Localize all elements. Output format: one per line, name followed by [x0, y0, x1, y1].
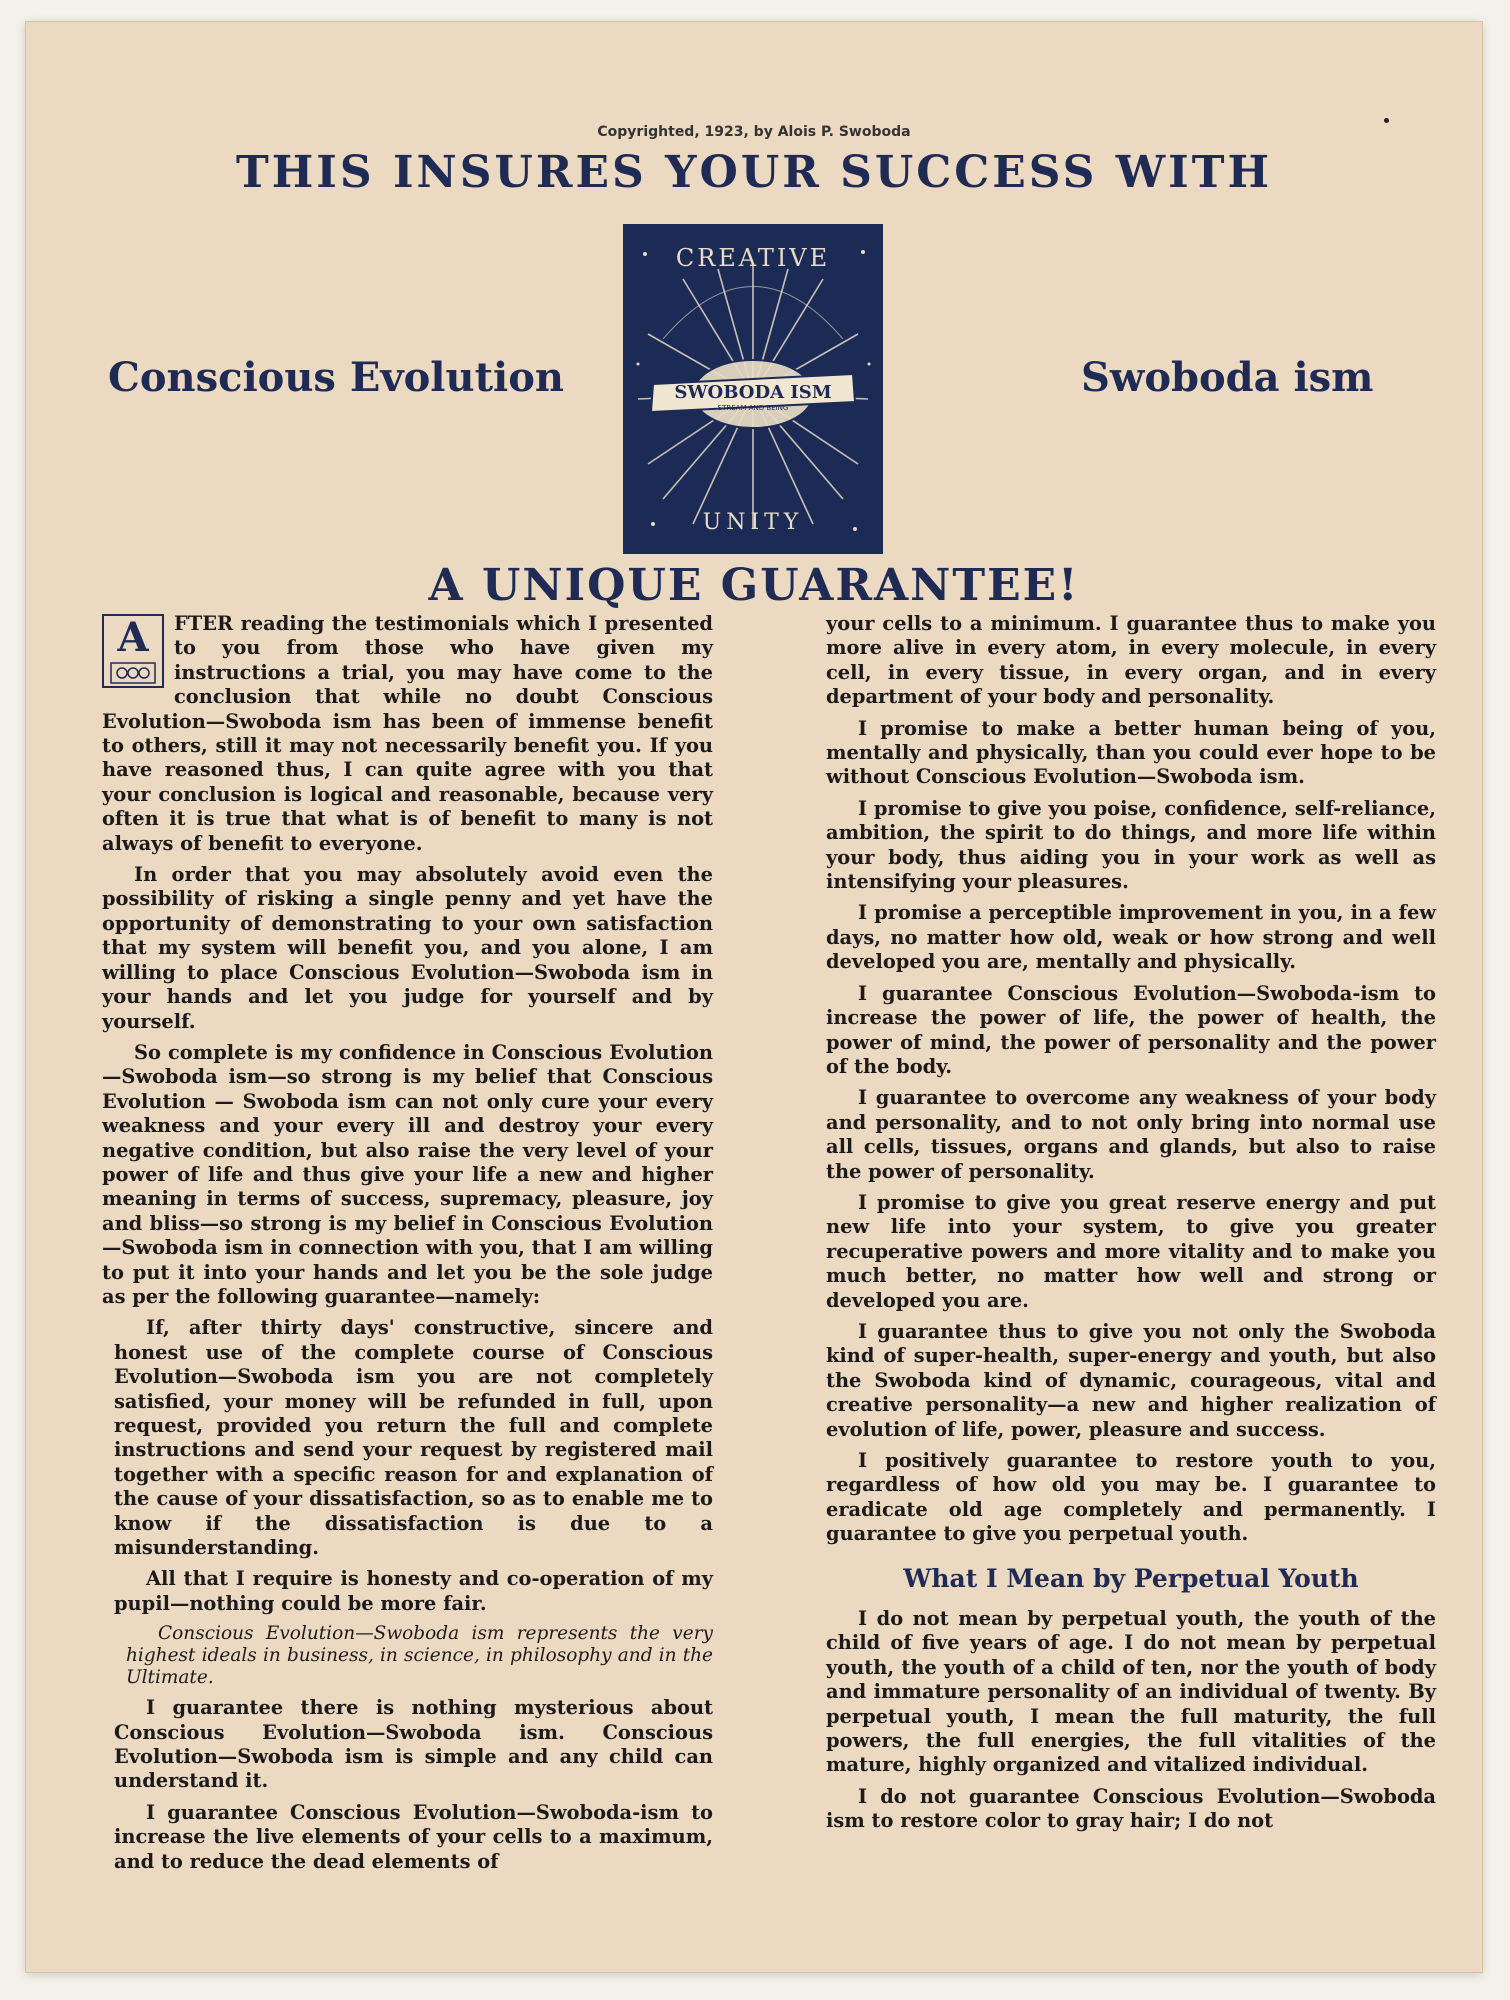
left-paragraph-5: All that I require is honesty and co-operation of my pupil—nothing could be more fair. — [114, 1567, 713, 1615]
copyright-line: Copyrighted, 1923, by Alois P. Swoboda — [597, 124, 911, 140]
right-paragraph-10: I do not mean by perpetual youth, the youth of the child of five years of age. I do not mean by perpetual youth, the youth of a child of ten, nor the youth of body and immature personality of an individual of twenty. By perpetual youth, I mean the full maturity, the full powers, the full energies, the full vitalities of the mature, highly organized and vitalized individual. — [826, 1607, 1436, 1777]
document-sheet — [26, 22, 1482, 1972]
section-heading: What I Mean by Perpetual Youth — [903, 1563, 1359, 1593]
emblem-banner: SWOBODA ISM — [674, 382, 832, 403]
right-paragraph-7: I promise to give you great reserve energy and put new life into your system, to give you greater recuperative powers and more vitality and to make you much better, no matter how well and strong or developed you are. — [826, 1190, 1436, 1312]
guarantee-title: A UNIQUE GUARANTEE! — [428, 560, 1080, 611]
headline: THIS INSURES YOUR SUCCESS WITH — [235, 147, 1273, 198]
emblem-top-word: CREATIVE — [675, 244, 831, 272]
right-paragraph-1: your cells to a minimum. I guarantee thus to make you more alive in every atom, in every molecule, in every cell, in every tissue, in every organ, and in every department of your body and personality. — [826, 612, 1436, 709]
right-paragraph-9: I positively guarantee to restore youth to you, regardless of how old you may be. I guarantee to eradicate old age completely and permanently. I guarantee to give you perpetual youth. — [826, 1449, 1436, 1546]
dropcap-letter: A — [117, 614, 149, 661]
left-paragraph-8: I guarantee Conscious Evolution—Swoboda-ism to increase the live elements of your cells to a maximum, and to reduce the dead elements of — [114, 1800, 713, 1873]
left-paragraph-2: In order that you may absolutely avoid even the possibility of risking a single penny and yet have the opportunity of demonstrating to your own satisfaction that my system will benefit you, and you alone, I am willing to place Conscious Evolution—Swoboda ism in your hands and let you judge for yourself and by yourself. — [102, 863, 713, 1033]
right-paragraph-3: I promise to give you poise, confidence, self-reliance, ambition, the spirit to do things, and more life within your body, thus aiding you in your work as well as intensifying your pleasures. — [826, 796, 1436, 894]
emblem-banner-sub: STREAM AND BEING — [717, 404, 789, 412]
left-title: Conscious Evolution — [108, 354, 564, 401]
right-paragraph-8: I guarantee thus to give you not only the Swoboda kind of super-health, super-energy and youth, but also the Swoboda kind of dynamic, courageous, vital and creative personality—a new and higher realization of evolution of life, power, pleasure and success. — [826, 1319, 1436, 1441]
right-title: Swoboda ism — [1081, 354, 1374, 401]
right-paragraph-5: I guarantee Conscious Evolution—Swoboda-ism to increase the power of life, the power of health, the power of mind, the power of personality and the power of the body. — [826, 981, 1436, 1078]
right-column — [826, 612, 1436, 1841]
right-paragraph-6: I guarantee to overcome any weakness of your body and personality, and to not only bring into normal use all cells, tissues, organs and glands, but also to raise the power of personality. — [826, 1086, 1436, 1183]
ink-speck — [1384, 118, 1389, 123]
swoboda-emblem — [623, 224, 883, 554]
left-paragraph-1-text: FTER reading the testimonials which I presented to you from those who have given my instructions a trial, you may have come to the conclusion that while no doubt Conscious Evolution—Swoboda ism has been of immense benefit to others, still it may not necessarily benefit you. If you have reasoned thus, I can quite agree with you that your conclusion is logical and reasonable, because very often it is true that what is of benefit to many is not always of benefit to everyone. — [102, 612, 713, 855]
left-paragraph-7: I guarantee there is nothing mysterious about Conscious Evolution—Swoboda ism. Conscious Evolution—Swoboda ism is simple and any child can understand it. — [114, 1696, 713, 1793]
right-paragraph-4: I promise a perceptible improvement in you, in a few days, no matter how old, weak or how strong and well developed you are, mentally and physically. — [826, 901, 1436, 974]
left-italic-statement: Conscious Evolution—Swoboda ism represents the very highest ideals in business, in science, in philosophy and in the Ultimate. — [126, 1623, 713, 1689]
dropcap — [102, 614, 164, 688]
left-paragraph-3: So complete is my confidence in Conscious Evolution—Swoboda ism—so strong is my belief that Conscious Evolution — Swoboda ism can not only cure your every weakness and your every ill and destroy your every negative condition, but also raise the very level of your power of life and thus give your life a new and higher meaning in terms of success, supremacy, pleasure, joy and bliss—so strong is my belief in Conscious Evolution—Swoboda ism in connection with you, that I am willing to put it into your hands and let you be the sole judge as per the following guarantee—namely: — [102, 1040, 713, 1308]
left-paragraph-1 — [102, 612, 713, 856]
emblem-illustration — [623, 224, 883, 554]
left-column — [102, 612, 713, 1881]
left-paragraph-4: If, after thirty days' constructive, sincere and honest use of the complete course of Conscious Evolution—Swoboda ism you are not completely satisfied, your money will be refunded in full, upon request, provided you return the full and complete instructions and send your request by registered mail together with a specific reason for and explanation of the cause of your dissatisfaction, so as to enable me to know if the dissatisfaction is due to a misunderstanding. — [114, 1316, 713, 1560]
right-paragraph-2: I promise to make a better human being of you, mentally and physically, than you could ever hope to be without Conscious Evolution—Swoboda ism. — [826, 716, 1436, 789]
floral-ornament-icon — [110, 662, 156, 684]
emblem-bottom-word: UNITY — [702, 510, 804, 535]
right-paragraph-11: I do not guarantee Conscious Evolution—Swoboda ism to restore color to gray hair; I do not — [826, 1784, 1436, 1833]
